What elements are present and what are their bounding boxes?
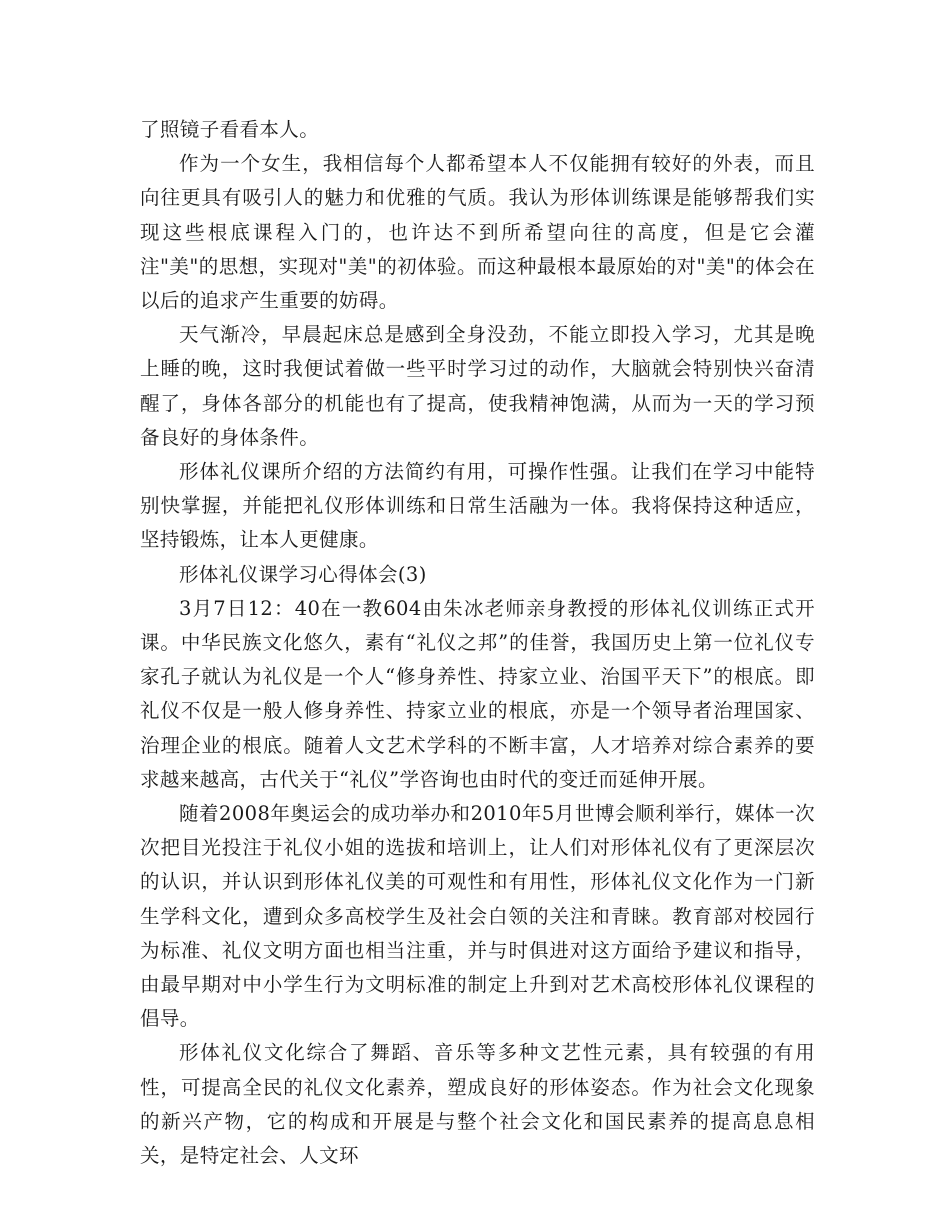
document-body — [140, 113, 815, 1173]
paragraph-appearance-and-temperament: 作为一个女生，我相信每个人都希望本人不仅能拥有较好的外表，而且向往更具有吸引人的魅力和优雅的气质。我认为形体训练课是能够帮我们实现这些根底课程入门的，也许达不到所希望向往的高度，但是它会灌注"美"的思想，实现对"美"的初体验。而这种最根本最原始的对"美"的体会在以后的追求产生重要的妨碍。 — [140, 152, 815, 313]
section-heading: 形体礼仪课学习心得体会(3) — [179, 562, 427, 586]
paragraph-continuation: 了照镜子看看本人。 — [140, 118, 320, 141]
paragraph-course-opening: 3月7日12：40在一教604由朱冰老师亲身教授的形体礼仪训练正式开课。中华民族文化悠久，素有“礼仪之邦”的佳誉，我国历史上第一位礼仪专家孔子就认为礼仪是一个人“修身养性、持家立业、治国平天下”的根底。即礼仪不仅是一般人修身养性、持家立业的根底，亦是一个领导者治理国家、治理企业的根底。随着人文艺术学科的不断丰富，人才培养对综合素养的要求越来越高，古代关于“礼仪”学咨询也由时代的变迁而延伸开展。 — [140, 596, 815, 791]
paragraph-morning-exercise: 天气渐冷，早晨起床总是感到全身没劲，不能立即投入学习，尤其是晚上睡的晚，这时我便试着做一些平时学习过的动作，大脑就会特别快兴奋清醒了，身体各部分的机能也有了提高，使我精神饱满，从而为一天的学习预备良好的身体条件。 — [140, 323, 815, 449]
paragraph-etiquette-culture: 形体礼仪文化综合了舞蹈、音乐等多种文艺性元素，具有较强的有用性，可提高全民的礼仪文化素养，塑成良好的形体姿态。作为社会文化现象的新兴产物，它的构成和开展是与整个社会文化和国民素养的提高息息相关，是特定社会、人文环 — [140, 1041, 815, 1168]
paragraph-practical-methods: 形体礼仪课所介绍的方法简约有用，可操作性强。让我们在学习中能特别快掌握，并能把礼仪形体训练和日常生活融为一体。我将保持这种适应，坚持锻炼，让本人更健康。 — [140, 460, 815, 552]
paragraph-olympics-expo: 随着2008年奥运会的成功举办和2010年5月世博会顺利举行，媒体一次次把目光投注于礼仪小姐的选拔和培训上，让人们对形体礼仪有了更深层次的认识，并认识到形体礼仪美的可观性和有用性，形体礼仪文化作为一门新生学科文化，遭到众多高校学生及社会白领的关注和青睐。教育部对校园行为标准、礼仪文明方面也相当注重，并与时俱进对这方面给予建议和指导，由最早期对中小学生行为文明标准的制定上升到对艺术高校形体礼仪课程的倡导。 — [140, 802, 815, 1031]
